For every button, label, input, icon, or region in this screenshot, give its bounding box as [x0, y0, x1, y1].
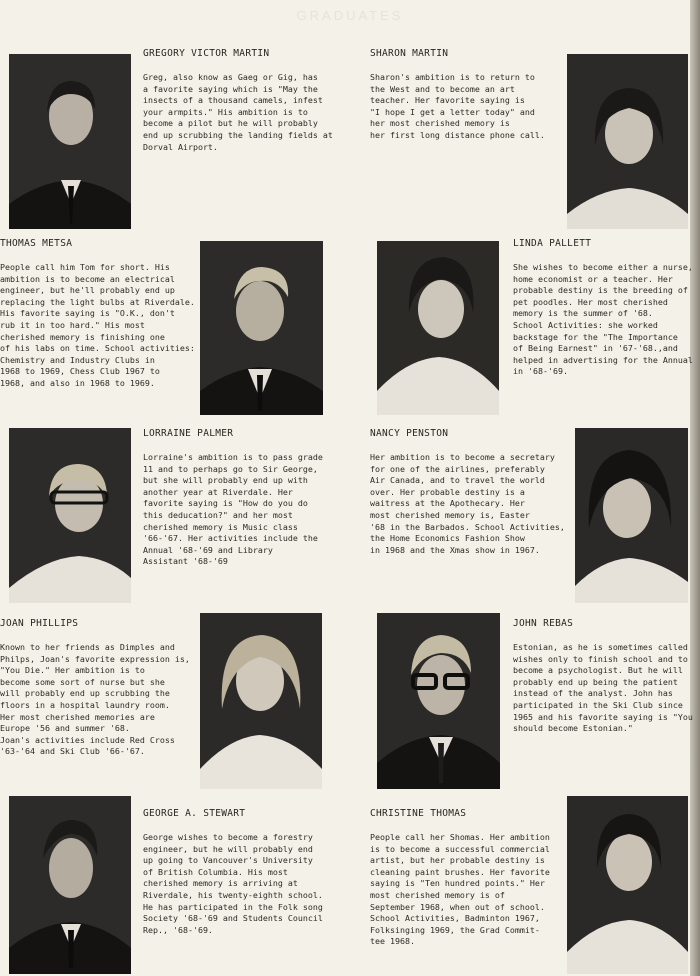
portrait-photo	[575, 428, 688, 603]
student-name: SHARON MARTIN	[370, 48, 449, 59]
portrait-photo	[377, 613, 500, 789]
student-name: JOHN REBAS	[513, 618, 574, 629]
student-name: GEORGE A. STEWART	[143, 808, 246, 819]
portrait-photo	[9, 428, 131, 603]
portrait-photo	[9, 54, 131, 229]
page-header: GRADUATES	[296, 8, 404, 23]
student-bio: Estonian, as he is sometimes called wishes only to finish school and to become a psychologist. But he will probably end up being the patient instead of the analyst. John has participated in the Ski Club since 1965 and his favorite saying is "You should become Estonian."	[513, 642, 693, 734]
student-name: GREGORY VICTOR MARTIN	[143, 48, 270, 59]
portrait-photo	[377, 241, 499, 415]
student-bio: She wishes to become either a nurse, home economist or a teacher. Her probable destiny is the breeding of pet poodles. Her most cherished memory is the summer of '68. School Activities: she worked backstage for the "The Importance of Being Earnest" in '67-'68.,and helped in advertising for the Annual in '68-'69.	[513, 262, 693, 377]
student-bio: People call him Tom for short. His ambition is to become an electrical engineer, but he'll probably end up replacing the light bulbs at Riverdale. His favorite saying is "O.K., don't rub it in too hard." His most cherished memory is finishing one of his labs on time. School activities: Chemistry and Industry Clubs in 1968 to 1969, Chess Club 1967 to 1968, and also in 1968 to 1969.	[0, 262, 195, 388]
student-bio: People call her Shomas. Her ambition is to become a successful commercial artist, but her probable destiny is cleaning paint brushes. Her favorite saying is "Ten hundred points." Her most cherished memory is of September 1968, when out of school. School Activities, Badminton 1967, Folksinging 1969, the Grad Commit- tee 1968.	[370, 832, 550, 947]
student-bio: Greg, also know as Gaeg or Gig, has a favorite saying which is "May the insects of a thousand camels, infest your armpits." His ambition is to become a pilot but he will probably end up scrubbing the landing fields at Dorval Airport.	[143, 72, 333, 152]
portrait-photo	[9, 796, 131, 974]
student-name: JOAN PHILLIPS	[0, 618, 79, 629]
student-bio: Sharon's ambition is to return to the West and to become an art teacher. Her favorite saying is "I hope I get a letter today" and her most cherished memory is her first long distance phone call.	[370, 72, 545, 140]
student-name: LINDA PALLETT	[513, 238, 592, 249]
student-name: NANCY PENSTON	[370, 428, 449, 439]
student-name: LORRAINE PALMER	[143, 428, 234, 439]
portrait-photo	[567, 54, 688, 229]
portrait-photo	[567, 796, 688, 974]
student-bio: Known to her friends as Dimples and Philps, Joan's favorite expression is, "You Die." Her ambition is to become some sort of nurse but she will probably end up scrubbing the floors in a hospital laundry room. Her most cherished memories are Europe '56 and summer '68. Joan's activities include Red Cross '63-'64 and Ski Club '66-'67.	[0, 642, 190, 757]
portrait-photo	[200, 613, 322, 789]
student-name: CHRISTINE THOMAS	[370, 808, 467, 819]
portrait-photo	[200, 241, 323, 415]
student-bio: George wishes to become a forestry engineer, but he will probably end up going to Vancouver's University of British Columbia. His most cherished memory is arriving at Riverdale, his twenty-eighth school. He has participated in the Folk song Society '68-'69 and Students Council Rep., '68-'69.	[143, 832, 323, 935]
student-bio: Her ambition is to become a secretary for one of the airlines, preferably Air Canada, and to travel the world over. Her probable destiny is a waitress at the Apothecary. Her most cherished memory is, Easter '68 in the Barbados. School Activities, the Home Economics Fashion Show in 1968 and the Xmas show in 1967.	[370, 452, 565, 555]
page-binding-edge	[690, 0, 700, 976]
student-name: THOMAS METSA	[0, 238, 73, 249]
student-bio: Lorraine's ambition is to pass grade 11 and to perhaps go to Sir George, but she will probably end up with another year at Riverdale. Her favorite saying is "How do you do this deducation?" and her most cherished memory is Music class '66-'67. Her activities include the Annual '68-'69 and Library Assistant '68-'69	[143, 452, 323, 567]
